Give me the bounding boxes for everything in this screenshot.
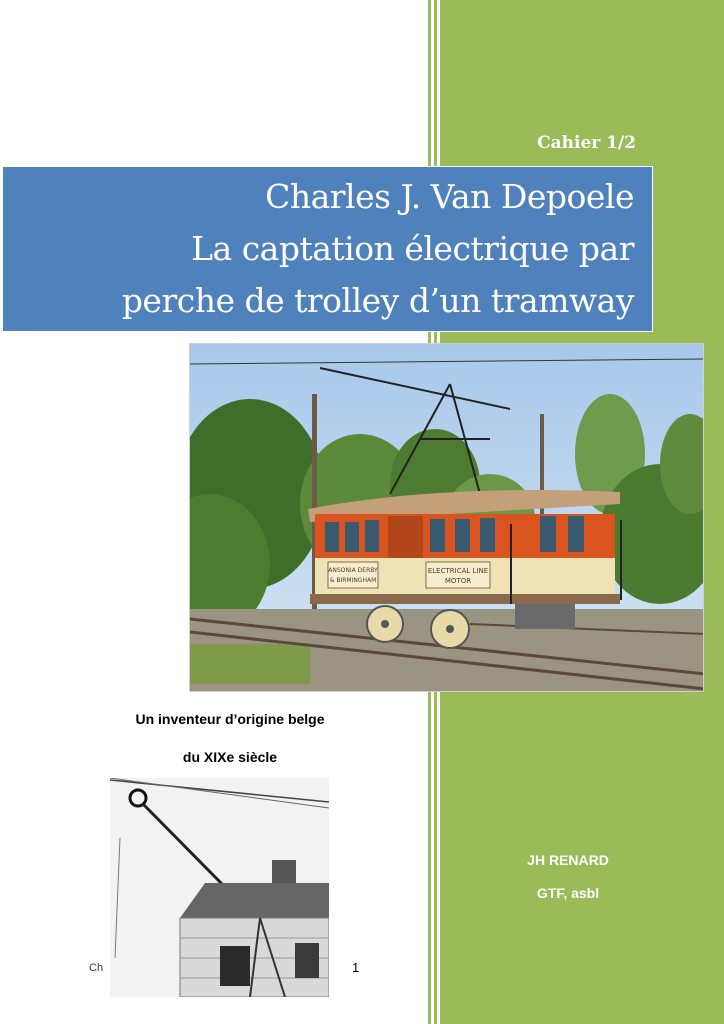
tram-photo <box>189 343 704 692</box>
subtitle-line-1: Un inventeur d’origine belge <box>135 711 325 727</box>
subtitle-line-2: du XIXe siècle <box>182 749 278 765</box>
title-line-1: Charles J. Van Depoele <box>265 177 634 216</box>
author-org: GTF, asbl <box>536 885 600 901</box>
sign-left-2: & BIRMINGHAM <box>329 577 377 584</box>
title-box <box>2 166 653 332</box>
sign-left-1: ANSONIA DERBY <box>328 567 378 574</box>
title-line-3: perche de trolley d’un tramway <box>121 281 634 320</box>
historical-trolley-sketch <box>110 778 329 997</box>
author-name: JH RENARD <box>527 852 609 868</box>
cahier-label: Cahier 1/2 <box>537 133 636 153</box>
footer-text: Ch <box>89 962 104 974</box>
sign-right-1: ELECTRICAL LINE <box>427 567 489 575</box>
title-line-2: La captation électrique par <box>191 229 634 268</box>
sign-right-2: MOTOR <box>444 577 472 585</box>
page-number: 1 <box>352 960 360 975</box>
